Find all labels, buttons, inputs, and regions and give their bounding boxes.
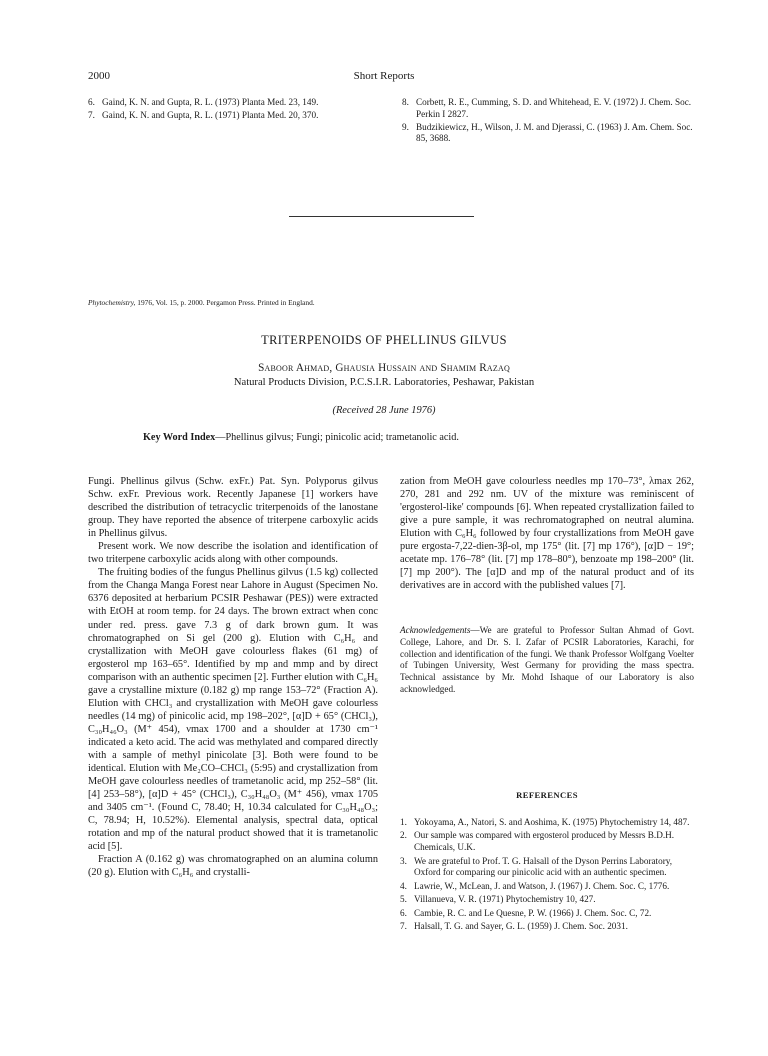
acknowledgements-label: Acknowledgements [400, 625, 471, 635]
reference-text: Budzikiewicz, H., Wilson, J. M. and Djerassi, C. (1963) J. Am. Chem. Soc. 85, 3688. [416, 121, 693, 144]
keyword-index [143, 432, 459, 443]
previous-references-right [402, 97, 697, 145]
reference-number: 4. [400, 880, 407, 891]
previous-references-left [88, 97, 373, 122]
reference-item [400, 856, 694, 880]
body-paragraph: Present work. We now describe the isolation and identification of two triterpene carboxylic acids along with other compounds. [88, 541, 378, 566]
running-head: Short Reports [353, 70, 415, 82]
acknowledgements-text: —We are grateful to Professor Sultan Ahmad of Govt. College, Lahore, and Dr. S. I. Zafar of PCSIR Laboratories, Karachi, for collection and identification of the fungi. We thank Professor Wolfgang Voelter of Tubingen University, West Germany for providing the mass spectra. Technical assistance by Mr. Mohd Ishaque of our Laboratory is also acknowledged. [400, 625, 694, 694]
keyword-index-text: —Phellinus gilvus; Fungi; pinicolic acid; trametanolic acid. [215, 432, 459, 443]
reference-text: Lawrie, W., McLean, J. and Watson, J. (1967) J. Chem. Soc. C, 1776. [414, 880, 670, 891]
body-paragraph: Fungi. Phellinus gilvus (Schw. exFr.) Pat. Syn. Polyporus gilvus Schw. exFr. Previous work. Recently Japanese [1] workers have described the distribution of tetracyclic triterpenoids of the lanostane group. They have reported the absence of triterpene carboxylic acids in Phellinus gilvus. [88, 476, 378, 540]
keyword-index-label: Key Word Index [143, 432, 216, 443]
article-authors: Saboor Ahmad, Ghausia Hussain and Shamim Razaq [258, 362, 510, 374]
previous-reference-item [88, 110, 373, 122]
reference-text: Villanueva, V. R. (1971) Phytochemistry 10, 427. [414, 894, 596, 905]
references-list [400, 817, 694, 934]
section-divider [289, 216, 474, 217]
reference-item [400, 894, 694, 906]
reference-text: Our sample was compared with ergosterol produced by Messrs B.D.H. Chemicals, U.K. [414, 830, 675, 853]
reference-number: 2. [400, 830, 407, 841]
article-title: TRITERPENOIDS OF PHELLINUS GILVUS [261, 333, 507, 347]
acknowledgements [400, 625, 694, 696]
reference-item [400, 830, 694, 854]
author-affiliation: Natural Products Division, P.C.S.I.R. Laboratories, Peshawar, Pakistan [233, 377, 535, 388]
reference-number: 1. [400, 817, 407, 827]
previous-reference-item [402, 97, 697, 121]
previous-reference-item [402, 122, 697, 146]
reference-number: 7. [88, 109, 95, 120]
reference-text: We are grateful to Prof. T. G. Halsall of the Dyson Perrins Laboratory, Oxford for comparing our pinicolic acid with an authentic specimen. [414, 855, 673, 878]
body-column-right [400, 475, 694, 592]
reference-number: 6. [400, 907, 407, 918]
reference-number: 6. [88, 97, 95, 107]
reference-item [400, 881, 694, 893]
reference-number: 9. [402, 121, 409, 132]
reference-item [400, 921, 694, 933]
previous-reference-item [88, 97, 373, 109]
journal-name: Phytochemistry, [88, 298, 136, 307]
reference-text: Halsall, T. G. and Sayer, G. L. (1959) J. Chem. Soc. 2031. [414, 920, 628, 931]
journal-details: 1976, Vol. 15, p. 2000. Pergamon Press. Printed in England. [137, 298, 315, 307]
received-date: (Received 28 June 1976) [332, 405, 436, 416]
reference-text: Cambie, R. C. and Le Quesne, P. W. (1966) J. Chem. Soc. C, 72. [414, 907, 652, 918]
reference-item [400, 817, 694, 829]
reference-text: Gaind, K. N. and Gupta, R. L. (1971) Planta Med. 20, 370. [102, 109, 319, 120]
reference-number: 3. [400, 855, 407, 866]
reference-item [400, 908, 694, 920]
reference-text: Gaind, K. N. and Gupta, R. L. (1973) Planta Med. 23, 149. [102, 97, 319, 107]
reference-number: 7. [400, 920, 407, 931]
journal-citation-line [88, 298, 315, 307]
reference-text: Yokoyama, A., Natori, S. and Aoshima, K. (1975) Phytochemistry 14, 487. [414, 817, 690, 827]
body-paragraph: zation from MeOH gave colourless needles mp 170–73°, λmax 262, 270, 281 and 292 nm. UV of the mixture was reminiscent of 'ergosterol-like' compounds [6]. When repeated crystallization failed to give a pure sample, it was rechromatographed on neutral alumina. Elution with C₆H₆ followed by four crystallizations from MeOH gave pure ergosta-7,22-dien-3β-ol, mp 175° (lit. [7] mp 176°), [α]D − 19°; acetate mp. 176–78° (lit. [7] mp 178–80°), benzoate mp 198–200° (lit. [7] mp 200°). The [α]D and mp of the natural product and of its derivatives are in accord with the published values [7]. [400, 476, 694, 592]
body-column-left [88, 475, 378, 879]
page-number: 2000 [88, 70, 110, 82]
reference-number: 5. [400, 894, 407, 905]
reference-text: Corbett, R. E., Cumming, S. D. and Whitehead, E. V. (1972) J. Chem. Soc. Perkin I 2827. [416, 97, 692, 119]
body-paragraph: The fruiting bodies of the fungus Phellinus gilvus (1.5 kg) collected from the Changa Manga Forest near Lahore in August (Specimen No. 6376 deposited at herbarium PCSIR Peshawar (PES)) were extracted with EtOH at room temp. for 24 days. The brown extract when conc under red. press. gave 7.3 g of dark brown gum. It was chromatographed on Si gel (200 g). Elution with C₆H₆ and crystallization with MeOH gave colourless flakes (61 mg) of ergosterol mp 163–65°. Identified by mp and mmp and by direct comparison with an authentic specimen [2]. Further elution with C₆H₆ gave a crystalline mixture (0.182 g) mp range 153–72° (Fraction A). Elution with CHCl₃ and crystallization with MeOH gave colourless needles (14 mg) of pinicolic acid, mp 198–202°, [α]D + 65° (CHCl₃), C₃₀H₄₆O₃ (M⁺ 454), νmax 1700 and a shoulder at 1730 cm⁻¹ indicated a keto acid. The acid was methylated and compared directly with a sample of methyl pinicolate [3]. Both were found to be identical. Elution with Me₂CO–CHCl₃ (5:95) and crystallization from MeOH gave colourless needles of trametanolic acid, mp 252–58° (lit. [4] 253–58°), [α]D + 45° (CHCl₃), C₃₀H₄₈O₃ (M⁺ 456), νmax 1705 and 3405 cm⁻¹. (Found C, 78.40; H, 10.34 calculated for C₃₀H₄₈O₃; C, 78.94; H, 10.52%). Elemental analysis, spectral data, optical rotation and mp of the natural product showed that it is trametanolic acid [5]. [88, 567, 378, 853]
body-paragraph: Fraction A (0.162 g) was chromatographed on an alumina column (20 g). Elution with C₆H₆ and crystalli- [88, 854, 378, 879]
references-heading: REFERENCES [516, 790, 578, 800]
reference-number: 8. [402, 97, 409, 107]
